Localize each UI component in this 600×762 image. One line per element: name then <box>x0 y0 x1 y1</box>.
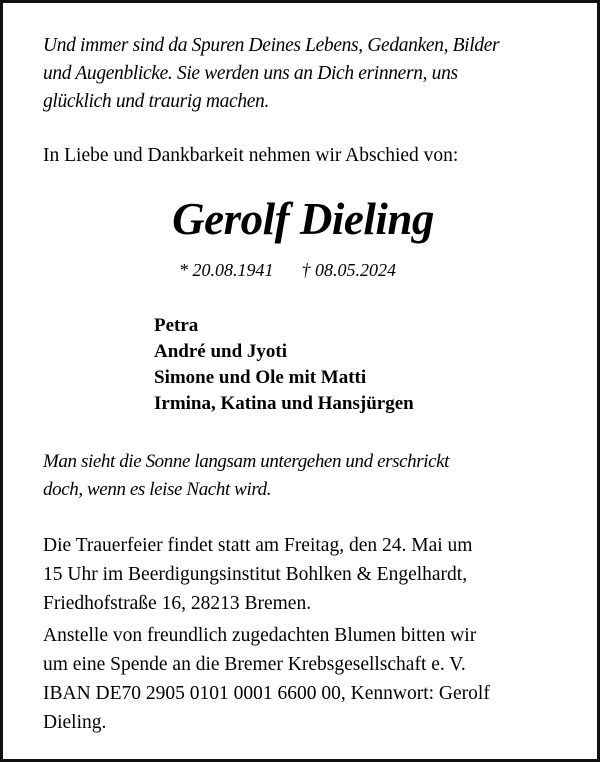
mourner: Simone und Ole mit Matti <box>154 367 367 388</box>
funeral-ceremony-info <box>43 531 573 618</box>
donation-line: um eine Spende an die Bremer Krebsgesellschaft e. V. <box>43 654 466 675</box>
donation-line: Anstelle von freundlich zugedachten Blumen bitten wir <box>43 625 477 646</box>
opening-quote-line: glücklich und traurig machen. <box>43 91 269 112</box>
donation-line: IBAN DE70 2905 0101 0001 6600 00, Kennwort: Gerolf <box>43 683 490 704</box>
closing-quote-line: doch, wenn es leise Nacht wird. <box>43 479 272 500</box>
mourner: Petra <box>154 315 199 336</box>
opening-quote <box>43 32 573 116</box>
closing-quote-line: Man sieht die Sonne langsam untergehen und erschrickt <box>43 451 450 472</box>
deceased-name: Gerolf Dieling <box>172 194 434 244</box>
mourners-list <box>154 313 414 417</box>
ceremony-line: 15 Uhr im Beerdigungsinstitut Bohlken & Engelhardt, <box>43 564 468 585</box>
birth-date: * 20.08.1941 <box>179 260 274 280</box>
ceremony-line: Die Trauerfeier findet statt am Freitag, den 24. Mai um <box>43 535 473 556</box>
mourner: Irmina, Katina und Hansjürgen <box>154 393 414 414</box>
mourner: André und Jyoti <box>154 341 288 362</box>
farewell-intro: In Liebe und Dankbarkeit nehmen wir Abschied von: <box>43 145 459 166</box>
opening-quote-line: Und immer sind da Spuren Deines Lebens, Gedanken, Bilder <box>43 35 500 56</box>
donation-info <box>43 621 573 737</box>
ceremony-line: Friedhofstraße 16, 28213 Bremen. <box>43 593 312 614</box>
closing-quote <box>43 448 573 504</box>
opening-quote-line: und Augenblicke. Sie werden uns an Dich erinnern, uns <box>43 63 458 84</box>
life-dates <box>179 257 396 283</box>
death-date: † 08.05.2024 <box>301 260 396 280</box>
donation-line: Dieling. <box>43 712 107 733</box>
